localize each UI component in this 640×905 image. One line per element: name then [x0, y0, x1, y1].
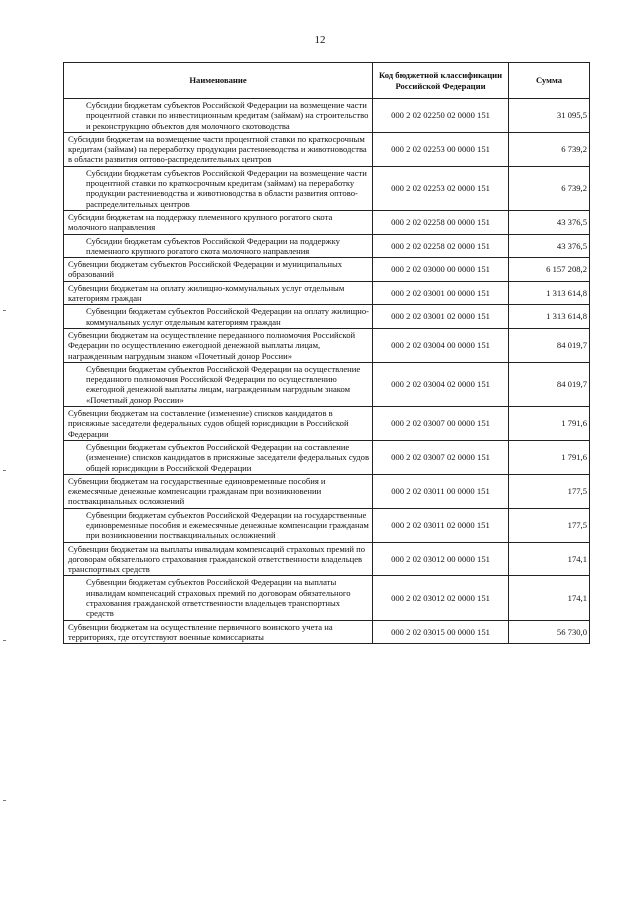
header-name: Наименование: [64, 63, 373, 99]
row-code: 000 2 02 03011 02 0000 151: [373, 508, 509, 542]
table-row: [64, 210, 590, 234]
row-code: 000 2 02 03001 00 0000 151: [373, 281, 509, 305]
row-code: 000 2 02 03012 02 0000 151: [373, 576, 509, 620]
table-row: [64, 508, 590, 542]
row-name: Субсидии бюджетам субъектов Российской Федерации на возмещение части процентной ставки по краткосрочным кредитам (займам) на переработку продукции растениеводства и животноводства в области развития оптово-распределительных центров: [64, 166, 373, 210]
table-row: [64, 234, 590, 258]
row-name: Субвенции бюджетам на осуществление переданного полномочия Российской Федерации по осуществлению ежегодной денежной выплаты лицам, награжденным нагрудным знаком «Почетный донор России»: [64, 328, 373, 362]
row-name: Субвенции бюджетам субъектов Российской Федерации на государственные единовременные пособия и ежемесячные денежные компенсации гражданам при возникновении поствакцинальных осложнений: [64, 508, 373, 542]
row-sum: 6 739,2: [509, 132, 590, 166]
row-sum: 43 376,5: [509, 210, 590, 234]
row-name: Субвенции бюджетам субъектов Российской Федерации на составление (изменение) списков кандидатов в присяжные заседатели федеральных судов общей юрисдикции в Российской Федерации: [64, 440, 373, 474]
table-row: [64, 132, 590, 166]
row-sum: 1 791,6: [509, 407, 590, 441]
row-code: 000 2 02 02250 02 0000 151: [373, 99, 509, 133]
row-name: Субсидии бюджетам на возмещение части процентной ставки по краткосрочным кредитам (займам) на переработку продукции растениеводства и животноводства в области развития оптово-распределительных центров: [64, 132, 373, 166]
page-number: 12: [314, 34, 326, 46]
row-sum: 1 313 614,8: [509, 281, 590, 305]
table-row: [64, 576, 590, 620]
row-sum: 6 739,2: [509, 166, 590, 210]
row-sum: 84 019,7: [509, 328, 590, 362]
row-code: 000 2 02 03011 00 0000 151: [373, 474, 509, 508]
row-name: Субвенции бюджетам на составление (изменение) списков кандидатов в присяжные заседатели федеральных судов общей юрисдикции в Российской Федерации: [64, 407, 373, 441]
margin-mark: [3, 470, 6, 471]
row-sum: 6 157 208,2: [509, 258, 590, 282]
row-name: Субвенции бюджетам на государственные единовременные пособия и ежемесячные денежные компенсации гражданам при возникновении поствакцинальных осложнений: [64, 474, 373, 508]
table-row: [64, 440, 590, 474]
table-row: [64, 620, 590, 644]
row-name: Субсидии бюджетам субъектов Российской Федерации на поддержку племенного крупного рогатого скота молочного направления: [64, 234, 373, 258]
row-sum: 31 095,5: [509, 99, 590, 133]
row-code: 000 2 02 03007 00 0000 151: [373, 407, 509, 441]
table-row: [64, 99, 590, 133]
table-row: [64, 474, 590, 508]
row-name: Субсидии бюджетам на поддержку племенного крупного рогатого скота молочного направления: [64, 210, 373, 234]
row-sum: 1 791,6: [509, 440, 590, 474]
row-name: Субвенции бюджетам субъектов Российской Федерации на оплату жилищно-коммунальных услуг отдельным категориям граждан: [64, 305, 373, 329]
margin-mark: [3, 640, 6, 641]
row-name: Субвенции бюджетам на осуществление первичного воинского учета на территориях, где отсутствуют военные комиссариаты: [64, 620, 373, 644]
row-sum: 177,5: [509, 508, 590, 542]
row-name: Субвенции бюджетам субъектов Российской Федерации на осуществление переданного полномочия Российской Федерации по осуществлению ежегодной денежной выплаты лицам, награжденным нагрудным знаком «Почетный донор России»: [64, 362, 373, 406]
row-sum: 43 376,5: [509, 234, 590, 258]
margin-mark: [3, 800, 6, 801]
header-code: Код бюджетной классификации Российской Федерации: [373, 63, 509, 99]
row-code: 000 2 02 03007 02 0000 151: [373, 440, 509, 474]
row-sum: 1 313 614,8: [509, 305, 590, 329]
row-sum: 174,1: [509, 576, 590, 620]
table-row: [64, 407, 590, 441]
row-name: Субвенции бюджетам субъектов Российской Федерации на выплаты инвалидам компенсаций страховых премий по договорам обязательного страхования гражданской ответственности владельцев транспортных средств: [64, 576, 373, 620]
budget-table: [63, 62, 590, 644]
row-code: 000 2 02 03004 02 0000 151: [373, 362, 509, 406]
table-body: [64, 99, 590, 644]
table-row: [64, 328, 590, 362]
table-row: [64, 542, 590, 576]
row-sum: 174,1: [509, 542, 590, 576]
table-row: [64, 305, 590, 329]
row-sum: 84 019,7: [509, 362, 590, 406]
row-code: 000 2 02 02253 02 0000 151: [373, 166, 509, 210]
row-code: 000 2 02 03004 00 0000 151: [373, 328, 509, 362]
header-sum: Сумма: [509, 63, 590, 99]
row-sum: 56 730,0: [509, 620, 590, 644]
table-row: [64, 281, 590, 305]
table-row: [64, 258, 590, 282]
table-row: [64, 166, 590, 210]
row-code: 000 2 02 03000 00 0000 151: [373, 258, 509, 282]
margin-mark: [3, 310, 6, 311]
row-code: 000 2 02 03015 00 0000 151: [373, 620, 509, 644]
row-sum: 177,5: [509, 474, 590, 508]
row-name: Субсидии бюджетам субъектов Российской Федерации на возмещение части процентной ставки по инвестиционным кредитам (займам) на строительство и реконструкцию объектов для молочного скотоводства: [64, 99, 373, 133]
row-name: Субвенции бюджетам субъектов Российской Федерации и муниципальных образований: [64, 258, 373, 282]
row-code: 000 2 02 03012 00 0000 151: [373, 542, 509, 576]
row-code: 000 2 02 03001 02 0000 151: [373, 305, 509, 329]
row-code: 000 2 02 02258 02 0000 151: [373, 234, 509, 258]
row-code: 000 2 02 02253 00 0000 151: [373, 132, 509, 166]
table-header-row: [64, 63, 590, 99]
table-row: [64, 362, 590, 406]
row-name: Субвенции бюджетам на выплаты инвалидам компенсаций страховых премий по договорам обязательного страхования гражданской ответственности владельцев транспортных средств: [64, 542, 373, 576]
row-code: 000 2 02 02258 00 0000 151: [373, 210, 509, 234]
row-name: Субвенции бюджетам на оплату жилищно-коммунальных услуг отдельным категориям граждан: [64, 281, 373, 305]
